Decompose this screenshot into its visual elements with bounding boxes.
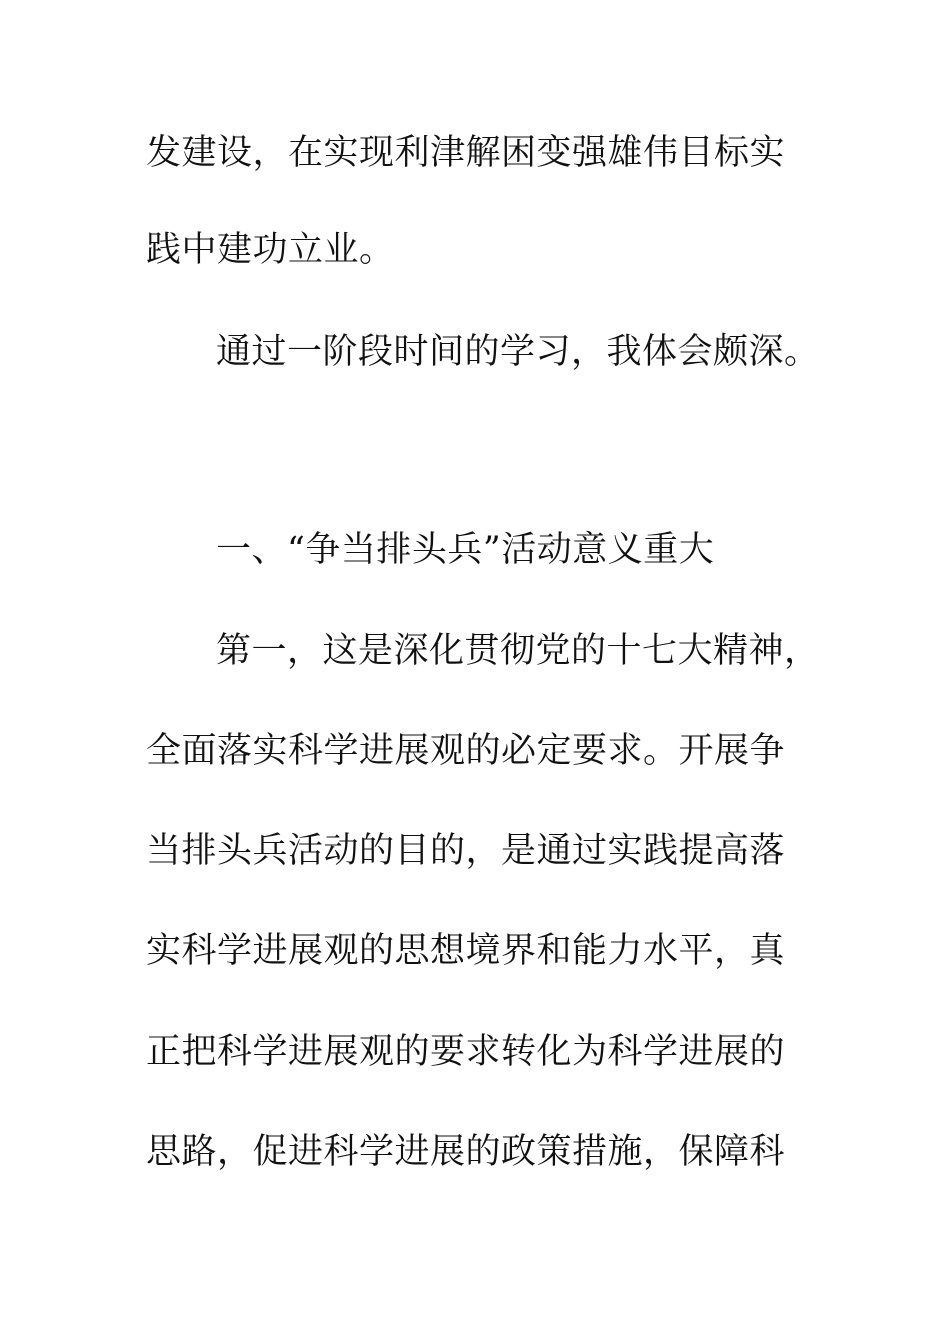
paragraph-line: 当排头兵活动的目的，是通过实践提高落 xyxy=(146,831,786,871)
paragraph-line: 实科学进展观的思想境界和能力水平，真 xyxy=(146,931,786,971)
paragraph-line: 正把科学进展观的要求转化为科学进展的 xyxy=(146,1032,786,1072)
paragraph-line: 发建设，在实现利津解困变强雄伟目标实 xyxy=(146,133,786,173)
paragraph-line: 践中建功立业。 xyxy=(146,230,395,270)
paragraph-line: 第一，这是深化贯彻党的十七大精神， xyxy=(216,631,820,671)
paragraph-line: 全面落实科学进展观的必定要求。开展争 xyxy=(146,731,786,771)
section-heading: 一、“争当排头兵”活动意义重大 xyxy=(216,530,715,570)
paragraph-line: 思路，促进科学进展的政策措施，保障科 xyxy=(146,1132,786,1172)
paragraph-line: 通过一阶段时间的学习，我体会颇深。 xyxy=(216,332,820,372)
